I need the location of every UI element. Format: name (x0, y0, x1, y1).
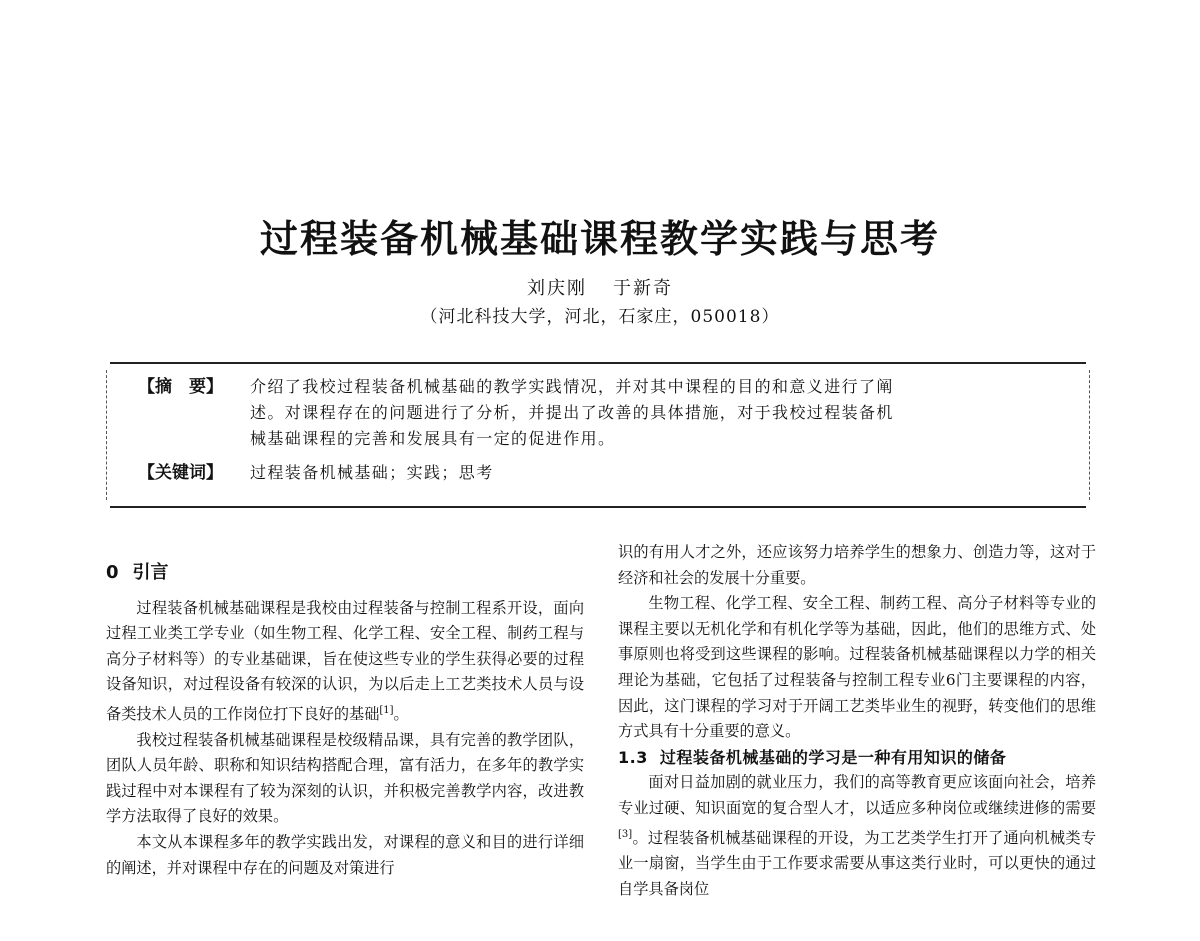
paragraph-text: 。 (393, 705, 409, 724)
body-paragraph: 识的有用人才之外，还应该努力培养学生的想象力、创造力等，这对于经济和社会的发展十分重要。 (618, 543, 1096, 587)
paper-title: 过程装备机械基础课程教学实践与思考 (259, 217, 940, 261)
subsection-heading (618, 745, 1096, 771)
keywords-label: 【关键词】 (138, 463, 223, 483)
paragraph-text: 。过程装备机械基础课程的开设，为工艺类学生打开了通向机械类专业一扇窗，当学生由于工作要求需要从事这类行业时，可以更快的通过自学具备岗位 (618, 828, 1096, 898)
abstract-box (110, 362, 1086, 508)
right-column (618, 540, 1096, 902)
abstract-line: 械基础课程的完善和发展具有一定的促进作用。 (250, 429, 616, 448)
body-paragraph (618, 770, 1096, 902)
author-name: 于新奇 (613, 278, 673, 299)
section-title: 引言 (132, 562, 169, 583)
body-paragraph: 我校过程装备机械基础课程是校级精品课，具有完善的教学团队，团队人员年龄、职称和知识结构搭配合理，富有活力，在多年的教学实践过程中对本课程有了较为深刻的认识，并积极完善教学内容，改进教学方法取得了良好的效果。 (106, 730, 584, 826)
paragraph-text: 面对日益加剧的就业压力，我们的高等教育更应该面向社会，培养专业过硬、知识面宽的复合型人才，以适应多种岗位或继续进修的需要 (618, 773, 1096, 817)
body-paragraph: 生物工程、化学工程、安全工程、制药工程、高分子材料等专业的课程主要以无机化学和有机化学等为基础，因此，他们的思维方式、处事原则也将受到这些课程的影响。过程装备机械基础课程以力学的相关理论为基础，它包括了过程装备与控制工程专业6门主要课程的内容，因此，这门课程的学习对于开阔工艺类毕业生的视野，转变他们的思维方式具有十分重要的意义。 (618, 594, 1096, 741)
keywords-text: 过程装备机械基础；实践；思考 (250, 463, 494, 482)
section-heading (106, 560, 584, 586)
section-number: 0 (106, 562, 119, 583)
affiliation: （河北科技大学，河北，石家庄，050018） (420, 307, 780, 327)
author-list (0, 274, 1200, 300)
citation-ref: [1] (379, 704, 394, 716)
subsection-title: 过程装备机械基础的学习是一种有用知识的储备 (659, 747, 1007, 767)
author-name: 刘庆刚 (527, 278, 587, 299)
subsection-number: 1.3 (618, 747, 648, 767)
abstract-line: 介绍了我校过程装备机械基础的教学实践情况，并对其中课程的目的和意义进行了阐 (250, 377, 894, 396)
citation-ref: [3] (618, 828, 633, 840)
body-paragraph (106, 596, 584, 728)
abstract-line: 述。对课程存在的问题进行了分析，并提出了改善的具体措施，对于我校过程装备机 (250, 403, 894, 422)
paragraph-text: 过程装备机械基础课程是我校由过程装备与控制工程系开设，面向过程工业类工学专业（如生物工程、化学工程、安全工程、制药工程与高分子材料等）的专业基础课，旨在使这些专业的学生获得必要的过程设备知识，对过程设备有较深的认识，为以后走上工艺类技术人员与设备类技术人员的工作岗位打下良好的基础 (106, 598, 584, 724)
body-paragraph: 本文从本课程多年的教学实践出发，对课程的意义和目的进行详细的阐述，并对课程中存在的问题及对策进行 (106, 833, 584, 877)
abstract-label: 【摘 要】 (138, 377, 223, 397)
left-column (106, 540, 584, 881)
